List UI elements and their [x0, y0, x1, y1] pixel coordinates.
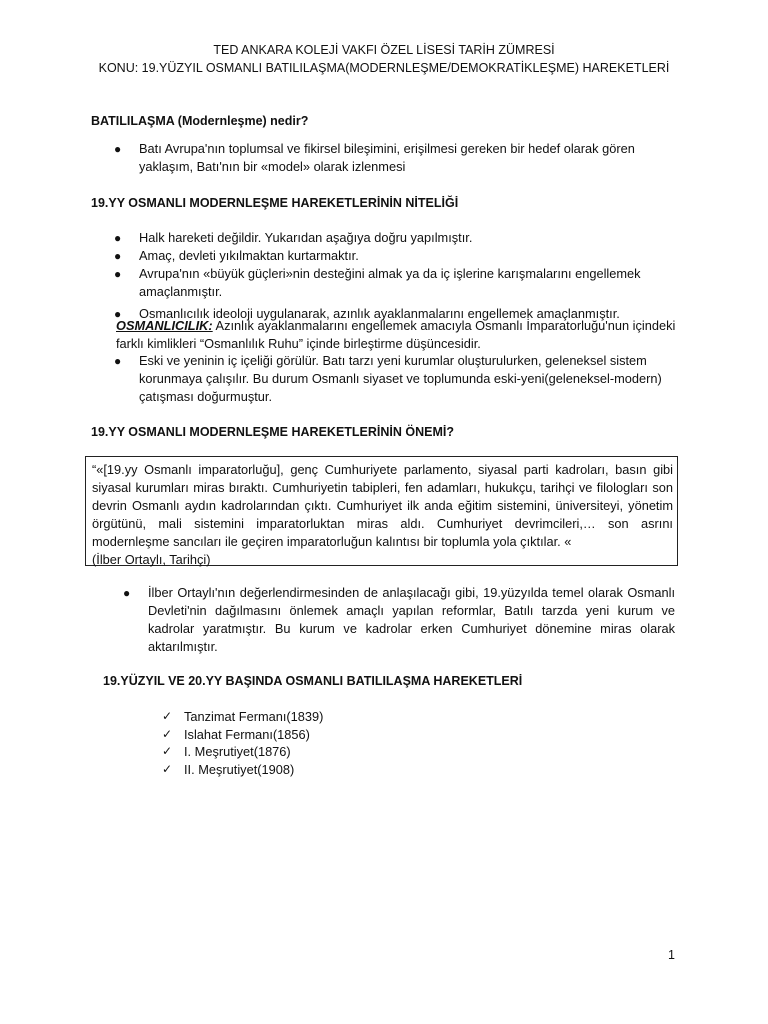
document-header [0, 41, 768, 77]
section1-bullets [114, 140, 679, 176]
list-item [114, 229, 679, 247]
bullet-dot-icon: ● [114, 249, 122, 263]
reform-label: Islahat Fermanı(1856) [184, 726, 310, 742]
bullet-dot-icon: ● [123, 586, 131, 600]
topic-title: KONU: 19.YÜZYIL OSMANLI BATILILAŞMA(MODERNLEŞME/DEMOKRATİKLEŞME) HAREKETLERİ [98, 61, 670, 75]
bullet-dot-icon: ● [114, 307, 122, 321]
section2-last-bullet [114, 352, 679, 406]
definition-text: Azınlık ayaklanmalarını engellemek amacıyla Osmanlı İmparatorluğu'nun içindeki farklı kimlikleri “Osmanlılık Ruhu” içinde birleştirme düşüncesidir. [116, 318, 676, 351]
list-item [114, 265, 679, 301]
reform-label: II. Meşrutiyet(1908) [184, 761, 295, 777]
section3-heading: 19.YY OSMANLI MODERNLEŞME HAREKETLERİNİN ÖNEMİ? [91, 425, 454, 439]
list-item-text: Eski ve yeninin iç içeliği görülür. Batı tarzı yeni kurumlar oluşturulurken, geleneksel sistem korunmaya çalışılır. Bu durum Osmanlı siyaset ve toplumunda eski-yeni(geleneksel-modern) çatışması doğurmuştur. [139, 353, 662, 404]
bullet-dot-icon: ● [114, 267, 122, 281]
section4-heading: 19.YÜZYIL VE 20.YY BAŞINDA OSMANLI BATILILAŞMA HAREKETLERİ [103, 674, 523, 688]
checkmark-icon: ✓ [162, 726, 173, 741]
section2-heading: 19.YY OSMANLI MODERNLEŞME HAREKETLERİNİN NİTELİĞİ [91, 196, 459, 210]
list-item-text: Halk hareketi değildir. Yukarıdan aşağıya doğru yapılmıştır. [139, 230, 473, 245]
list-item [123, 584, 675, 656]
quote-source: (İlber Ortaylı, Tarihçi) [92, 552, 211, 567]
list-item [162, 708, 584, 726]
list-item [114, 140, 679, 176]
reform-label: Tanzimat Fermanı(1839) [184, 709, 324, 724]
section3-bullets [123, 584, 675, 656]
reform-label: I. Meşrutiyet(1876) [184, 744, 291, 759]
page-number: 1 [668, 948, 675, 962]
list-item-text: Avrupa'nın «büyük güçleri»nin desteğini almak ya da iç işlerine karışmalarını engellemek amaçlanmıştır. [139, 266, 641, 299]
section1-heading: BATILILAŞMA (Modernleşme) nedir? [91, 114, 309, 128]
reforms-list [162, 708, 584, 778]
checkmark-icon: ✓ [162, 761, 173, 776]
osmanlicilik-definition [116, 317, 681, 353]
section2-bullets [114, 229, 679, 323]
list-item [162, 761, 584, 779]
checkmark-icon: ✓ [162, 709, 173, 723]
bullet-dot-icon: ● [114, 354, 122, 368]
list-item [114, 352, 679, 406]
quote-box [85, 456, 678, 566]
school-title: TED ANKARA KOLEJİ VAKFI ÖZEL LİSESİ TARİH ZÜMRESİ [213, 43, 555, 57]
list-item-text: Batı Avrupa'nın toplumsal ve fikirsel bileşimini, erişilmesi gereken bir hedef olarak gören yaklaşım, Batı'nın bir «model» olarak izlenmesi [139, 141, 635, 174]
checkmark-icon: ✓ [162, 744, 173, 758]
bullet-dot-icon: ● [114, 142, 122, 156]
quote-text: “«[19.yy Osmanlı imparatorluğu], genç Cumhuriyete parlamento, siyasal parti kadroları, basın gibi siyasal kurumları miras bıraktı. Cumhuriyetin tabipleri, fen adamları, hukukçu, tarihçi ve filologları son devrin Osmanlı aydın kadrolarından çıktı. Cumhuriyet ilk anda eğitim sistemini, üniversiteyi, yönetim örgütünü, mali sistemini imparatorluktan miras aldı. Cumhuriyet devrimcileri,… son asrını modernleşme sancıları ile geçiren imparatorluğun kalıntısı bir toplumla yola çıktılar. « [92, 462, 673, 549]
list-item [162, 743, 584, 761]
list-item-text: İlber Ortaylı'nın değerlendirmesinden de anlaşılacağı gibi, 19.yüzyılda temel olarak Osmanlı Devleti'nin dağılmasını önlemek amaçlı yapılan reformlar, Batılı tarzda yeni kurum ve kadrolar yaratmıştır. Bu kurum ve kadrolar erken Cumhuriyet dönemine miras olarak aktarılmıştır. [148, 585, 675, 654]
list-item-text: Amaç, devleti yıkılmaktan kurtarmaktır. [139, 248, 359, 263]
definition-term: OSMANLICILIK: [116, 318, 213, 333]
list-item [162, 726, 584, 744]
bullet-dot-icon: ● [114, 231, 122, 245]
list-item-text: Osmanlıcılık ideoloji uygulanarak, azınlık ayaklanmalarını engellemek amaçlanmıştır. [139, 306, 620, 321]
list-item [114, 247, 679, 265]
